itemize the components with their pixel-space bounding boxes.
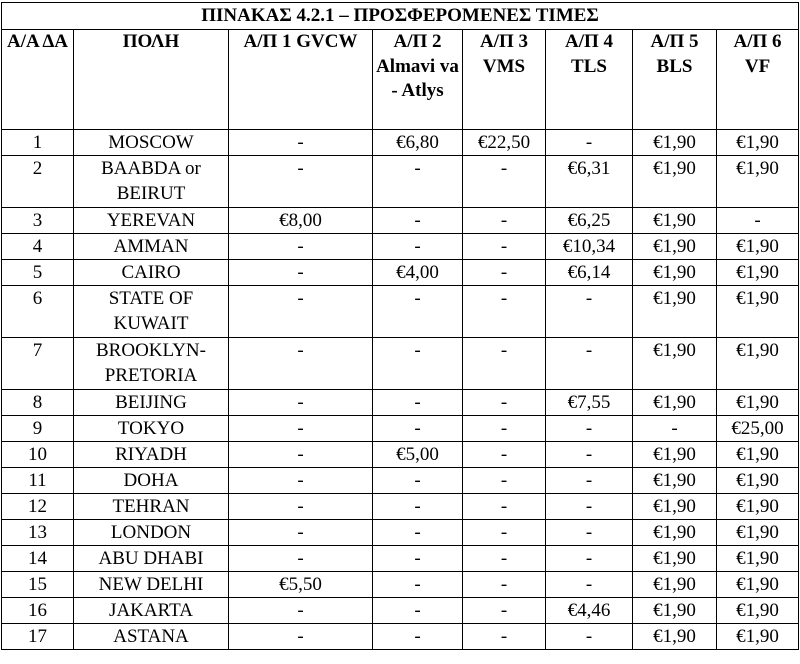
price-ap4: - bbox=[546, 416, 633, 442]
table-row bbox=[2, 494, 799, 520]
price-ap5: - bbox=[633, 416, 717, 442]
table-row bbox=[2, 208, 799, 234]
price-ap3: - bbox=[463, 468, 546, 494]
price-ap1: - bbox=[229, 390, 373, 416]
price-ap5: €1,90 bbox=[633, 156, 717, 208]
city-name: ASTANA bbox=[74, 624, 229, 650]
price-ap5: €1,90 bbox=[633, 260, 717, 286]
price-ap6: €1,90 bbox=[717, 598, 799, 624]
price-ap3: - bbox=[463, 546, 546, 572]
price-ap1: - bbox=[229, 338, 373, 390]
price-ap4: €7,55 bbox=[546, 390, 633, 416]
price-ap1: - bbox=[229, 494, 373, 520]
price-ap6: - bbox=[717, 208, 799, 234]
row-number: 8 bbox=[2, 390, 74, 416]
city-name: MOSCOW bbox=[74, 130, 229, 156]
header-ap2: Α/Π 2 Almavi va - Atlys bbox=[373, 30, 463, 130]
city-name: DOHA bbox=[74, 468, 229, 494]
city-name: ABU DHABI bbox=[74, 546, 229, 572]
price-ap4: €6,25 bbox=[546, 208, 633, 234]
row-number: 13 bbox=[2, 520, 74, 546]
price-ap5: €1,90 bbox=[633, 442, 717, 468]
price-ap5: €1,90 bbox=[633, 286, 717, 338]
price-ap5: €1,90 bbox=[633, 598, 717, 624]
price-ap3: - bbox=[463, 416, 546, 442]
price-ap3: - bbox=[463, 390, 546, 416]
table-row bbox=[2, 598, 799, 624]
price-ap3: - bbox=[463, 156, 546, 208]
price-ap3: - bbox=[463, 286, 546, 338]
price-ap4: - bbox=[546, 338, 633, 390]
price-ap5: €1,90 bbox=[633, 572, 717, 598]
price-ap6: €1,90 bbox=[717, 468, 799, 494]
table-row bbox=[2, 260, 799, 286]
price-ap5: €1,90 bbox=[633, 390, 717, 416]
price-ap6: €1,90 bbox=[717, 572, 799, 598]
price-ap2: - bbox=[373, 468, 463, 494]
price-ap6: €1,90 bbox=[717, 156, 799, 208]
prices-table bbox=[1, 2, 799, 650]
price-ap6: €1,90 bbox=[717, 546, 799, 572]
price-ap4: €10,34 bbox=[546, 234, 633, 260]
row-number: 1 bbox=[2, 130, 74, 156]
price-ap4: - bbox=[546, 130, 633, 156]
price-ap3: - bbox=[463, 624, 546, 650]
price-ap3: - bbox=[463, 494, 546, 520]
city-name: YEREVAN bbox=[74, 208, 229, 234]
price-ap5: €1,90 bbox=[633, 546, 717, 572]
price-ap3: - bbox=[463, 338, 546, 390]
price-ap2: - bbox=[373, 234, 463, 260]
city-name: BEIJING bbox=[74, 390, 229, 416]
row-number: 12 bbox=[2, 494, 74, 520]
table-row bbox=[2, 468, 799, 494]
header-ap4: Α/Π 4 TLS bbox=[546, 30, 633, 130]
price-ap1: - bbox=[229, 598, 373, 624]
city-name: AMMAN bbox=[74, 234, 229, 260]
price-ap2: - bbox=[373, 572, 463, 598]
price-ap2: - bbox=[373, 520, 463, 546]
price-ap6: €1,90 bbox=[717, 260, 799, 286]
price-ap6: €1,90 bbox=[717, 624, 799, 650]
price-ap2: - bbox=[373, 286, 463, 338]
price-ap3: - bbox=[463, 260, 546, 286]
price-ap1: - bbox=[229, 546, 373, 572]
city-name: BAABDA or BEIRUT bbox=[74, 156, 229, 208]
price-ap4: - bbox=[546, 442, 633, 468]
price-ap2: - bbox=[373, 338, 463, 390]
price-ap2: €6,80 bbox=[373, 130, 463, 156]
price-ap3: - bbox=[463, 520, 546, 546]
table-row bbox=[2, 390, 799, 416]
price-ap3: €22,50 bbox=[463, 130, 546, 156]
price-ap2: €4,00 bbox=[373, 260, 463, 286]
header-ap5: Α/Π 5 BLS bbox=[633, 30, 717, 130]
price-ap5: €1,90 bbox=[633, 208, 717, 234]
city-name: TOKYO bbox=[74, 416, 229, 442]
row-number: 9 bbox=[2, 416, 74, 442]
price-ap1: - bbox=[229, 286, 373, 338]
price-ap1: - bbox=[229, 468, 373, 494]
table-row bbox=[2, 286, 799, 338]
price-ap3: - bbox=[463, 234, 546, 260]
price-ap5: €1,90 bbox=[633, 520, 717, 546]
table-row bbox=[2, 416, 799, 442]
table-row bbox=[2, 338, 799, 390]
row-number: 10 bbox=[2, 442, 74, 468]
price-ap6: €1,90 bbox=[717, 338, 799, 390]
header-city: ΠΟΛΗ bbox=[74, 30, 229, 130]
header-row bbox=[2, 30, 799, 130]
city-name: JAKARTA bbox=[74, 598, 229, 624]
price-ap3: - bbox=[463, 598, 546, 624]
city-name: BROOKLYN-PRETORIA bbox=[74, 338, 229, 390]
table-row bbox=[2, 520, 799, 546]
table-row bbox=[2, 572, 799, 598]
price-ap3: - bbox=[463, 208, 546, 234]
price-ap4: - bbox=[546, 468, 633, 494]
price-ap6: €1,90 bbox=[717, 442, 799, 468]
price-ap4: €6,31 bbox=[546, 156, 633, 208]
price-ap5: €1,90 bbox=[633, 468, 717, 494]
price-ap1: - bbox=[229, 156, 373, 208]
price-ap4: - bbox=[546, 286, 633, 338]
price-ap6: €1,90 bbox=[717, 520, 799, 546]
table-row bbox=[2, 234, 799, 260]
price-ap2: - bbox=[373, 546, 463, 572]
price-ap1: - bbox=[229, 416, 373, 442]
price-ap4: - bbox=[546, 494, 633, 520]
row-number: 6 bbox=[2, 286, 74, 338]
price-ap5: €1,90 bbox=[633, 338, 717, 390]
header-aa: Α/Α ΔΑ bbox=[2, 30, 74, 130]
city-name: RIYADH bbox=[74, 442, 229, 468]
price-ap6: €25,00 bbox=[717, 416, 799, 442]
price-ap2: - bbox=[373, 598, 463, 624]
price-ap2: - bbox=[373, 624, 463, 650]
price-ap4: €4,46 bbox=[546, 598, 633, 624]
price-ap1: - bbox=[229, 130, 373, 156]
price-ap6: €1,90 bbox=[717, 234, 799, 260]
price-ap5: €1,90 bbox=[633, 130, 717, 156]
table-row bbox=[2, 624, 799, 650]
row-number: 5 bbox=[2, 260, 74, 286]
price-ap1: €8,00 bbox=[229, 208, 373, 234]
price-ap4: €6,14 bbox=[546, 260, 633, 286]
price-ap1: - bbox=[229, 260, 373, 286]
price-ap1: - bbox=[229, 442, 373, 468]
row-number: 11 bbox=[2, 468, 74, 494]
price-ap1: - bbox=[229, 234, 373, 260]
price-ap2: - bbox=[373, 416, 463, 442]
price-ap4: - bbox=[546, 546, 633, 572]
price-ap3: - bbox=[463, 572, 546, 598]
row-number: 2 bbox=[2, 156, 74, 208]
city-name: LONDON bbox=[74, 520, 229, 546]
price-ap1: - bbox=[229, 520, 373, 546]
row-number: 15 bbox=[2, 572, 74, 598]
row-number: 3 bbox=[2, 208, 74, 234]
price-ap1: - bbox=[229, 624, 373, 650]
price-ap2: - bbox=[373, 390, 463, 416]
price-ap3: - bbox=[463, 442, 546, 468]
row-number: 4 bbox=[2, 234, 74, 260]
price-ap2: - bbox=[373, 208, 463, 234]
city-name: STATE OF KUWAIT bbox=[74, 286, 229, 338]
header-ap1: Α/Π 1 GVCW bbox=[229, 30, 373, 130]
price-ap4: - bbox=[546, 520, 633, 546]
price-ap5: €1,90 bbox=[633, 234, 717, 260]
price-ap2: - bbox=[373, 494, 463, 520]
table-row bbox=[2, 546, 799, 572]
price-ap6: €1,90 bbox=[717, 130, 799, 156]
header-ap3: Α/Π 3 VMS bbox=[463, 30, 546, 130]
table-row bbox=[2, 442, 799, 468]
price-ap4: - bbox=[546, 624, 633, 650]
price-ap6: €1,90 bbox=[717, 494, 799, 520]
price-ap1: €5,50 bbox=[229, 572, 373, 598]
table-row bbox=[2, 156, 799, 208]
price-ap5: €1,90 bbox=[633, 624, 717, 650]
city-name: TEHRAN bbox=[74, 494, 229, 520]
city-name: NEW DELHI bbox=[74, 572, 229, 598]
row-number: 16 bbox=[2, 598, 74, 624]
price-ap6: €1,90 bbox=[717, 390, 799, 416]
city-name: CAIRO bbox=[74, 260, 229, 286]
header-ap6: Α/Π 6 VF bbox=[717, 30, 799, 130]
price-ap6: €1,90 bbox=[717, 286, 799, 338]
row-number: 7 bbox=[2, 338, 74, 390]
price-ap4: - bbox=[546, 572, 633, 598]
table-body bbox=[2, 130, 799, 650]
price-ap5: €1,90 bbox=[633, 494, 717, 520]
table-row bbox=[2, 130, 799, 156]
price-ap2: - bbox=[373, 156, 463, 208]
row-number: 14 bbox=[2, 546, 74, 572]
price-ap2: €5,00 bbox=[373, 442, 463, 468]
table-title: ΠΙΝΑΚΑΣ 4.2.1 – ΠΡΟΣΦΕΡΟΜΕΝΕΣ ΤΙΜΕΣ bbox=[2, 3, 799, 30]
row-number: 17 bbox=[2, 624, 74, 650]
